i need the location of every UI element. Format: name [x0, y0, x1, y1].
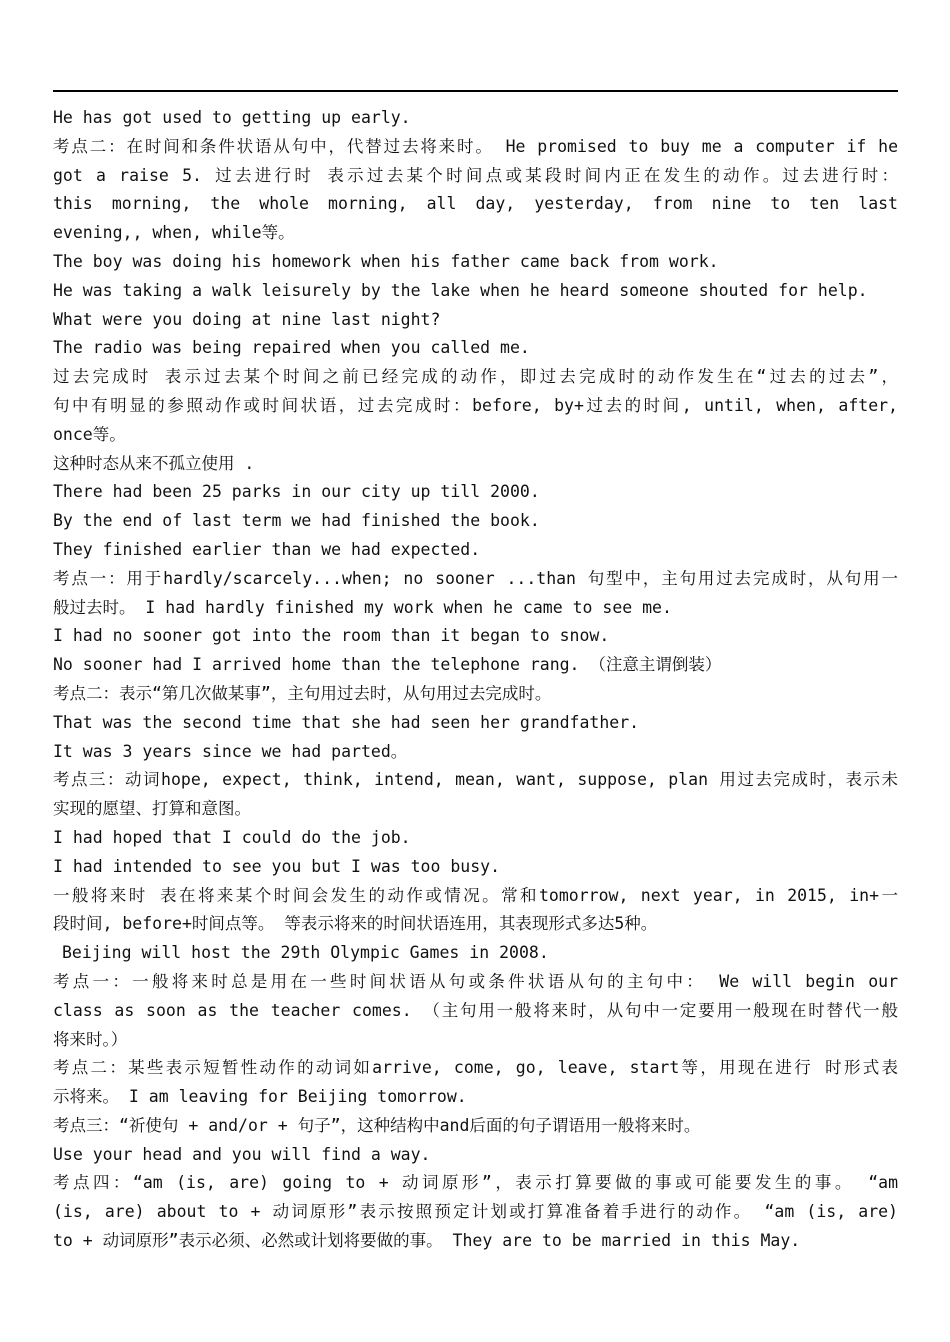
document-body	[53, 104, 898, 1256]
text-line: 考点二：表示“第几次做某事”，主句用过去时，从句用过去完成时。	[53, 683, 552, 703]
text-line: It was 3 years since we had parted。	[53, 741, 408, 761]
text-line: By the end of last term we had finished the book.	[53, 511, 540, 531]
text-line: 考点三：“祈使句 + and/or + 句子”，这种结构中and后面的句子谓语用一般将来时。	[53, 1115, 701, 1135]
text-line: 一般将来时 表在将来某个时间会发生的动作或情况。常和tomorrow, next year, in 2015, in+一	[53, 885, 898, 905]
text-line: 示将来。 I am leaving for Beijing tomorrow.	[53, 1087, 467, 1107]
text-line: I had no sooner got into the room than it began to snow.	[53, 626, 610, 646]
text-line: 考点一：一般将来时总是用在一些时间状语从句或条件状语从句的主句中： We will begin our	[53, 971, 898, 991]
text-line: class as soon as the teacher comes. （主句用一般将来时，从句中一定要用一般现在时替代一般	[53, 1000, 898, 1020]
header-rule	[53, 90, 898, 92]
text-line: 段时间, before+时间点等。 等表示将来的时间状语连用，其表现形式多达5种。	[53, 914, 658, 934]
text-line: 考点二：某些表示短暂性动作的动词如arrive, come, go, leave, start等，用现在进行 时形式表	[53, 1058, 898, 1078]
text-line: There had been 25 parks in our city up till 2000.	[53, 482, 540, 502]
text-line: The boy was doing his homework when his father came back from work.	[53, 251, 719, 271]
text-line: 般过去时。 I had hardly finished my work when he came to see me.	[53, 597, 672, 617]
text-line: What were you doing at nine last night?	[53, 309, 441, 329]
text-line: They finished earlier than we had expected.	[53, 539, 481, 559]
text-line: 过去完成时 表示过去某个时间之前已经完成的动作，即过去完成时的动作发生在“过去的过去”，	[53, 367, 898, 387]
text-line: That was the second time that she had seen her grandfather.	[53, 712, 640, 732]
text-line: 考点二：在时间和条件状语从句中，代替过去将来时。 He promised to buy me a computer if he	[53, 136, 898, 156]
text-line: I had intended to see you but I was too busy.	[53, 856, 501, 876]
text-line: He has got used to getting up early.	[53, 108, 411, 127]
text-line: Beijing will host the 29th Olympic Games in 2008.	[62, 943, 549, 963]
text-line: 考点四：“am (is, are) going to + 动词原形”，表示打算要做的事或可能要发生的事。 “am	[53, 1173, 898, 1193]
text-line: 实现的愿望、打算和意图。	[53, 799, 251, 819]
text-line: (is, are) about to + 动词原形”表示按照预定计划或打算准备着手进行的动作。 “am (is, are)	[53, 1202, 898, 1222]
text-line: I had hoped that I could do the job.	[53, 827, 411, 847]
text-line: 这种时态从来不孤立使用 .	[53, 453, 255, 473]
text-line: this morning, the whole morning, all day, yesterday, from nine to ten last	[53, 194, 898, 214]
text-line: got a raise 5. 过去进行时 表示过去某个时间点或某段时间内正在发生的动作。过去进行时：	[53, 165, 898, 185]
text-line: evening,, when, while等。	[53, 223, 295, 243]
text-line: No sooner had I arrived home than the telephone rang. （注意主谓倒装）	[53, 655, 722, 675]
text-line: 考点三：动词hope, expect, think, intend, mean, want, suppose, plan 用过去完成时，表示未	[53, 770, 898, 790]
text-line: The radio was being repaired when you called me.	[53, 338, 530, 358]
text-line: 句中有明显的参照动作或时间状语，过去完成时：before, by+过去的时间, until, when, after,	[53, 395, 898, 415]
text-line: 将来时。）	[53, 1029, 128, 1049]
text-line: He was taking a walk leisurely by the lake when he heard someone shouted for help.	[53, 280, 868, 300]
text-line: to + 动词原形”表示必须、必然或计划将要做的事。 They are to be married in this May.	[53, 1231, 801, 1251]
text-line: once等。	[53, 424, 126, 444]
text-line: Use your head and you will find a way.	[53, 1144, 431, 1164]
text-line: 考点一：用于hardly/scarcely...when; no sooner ...than 句型中，主句用过去完成时，从句用一	[53, 568, 898, 588]
